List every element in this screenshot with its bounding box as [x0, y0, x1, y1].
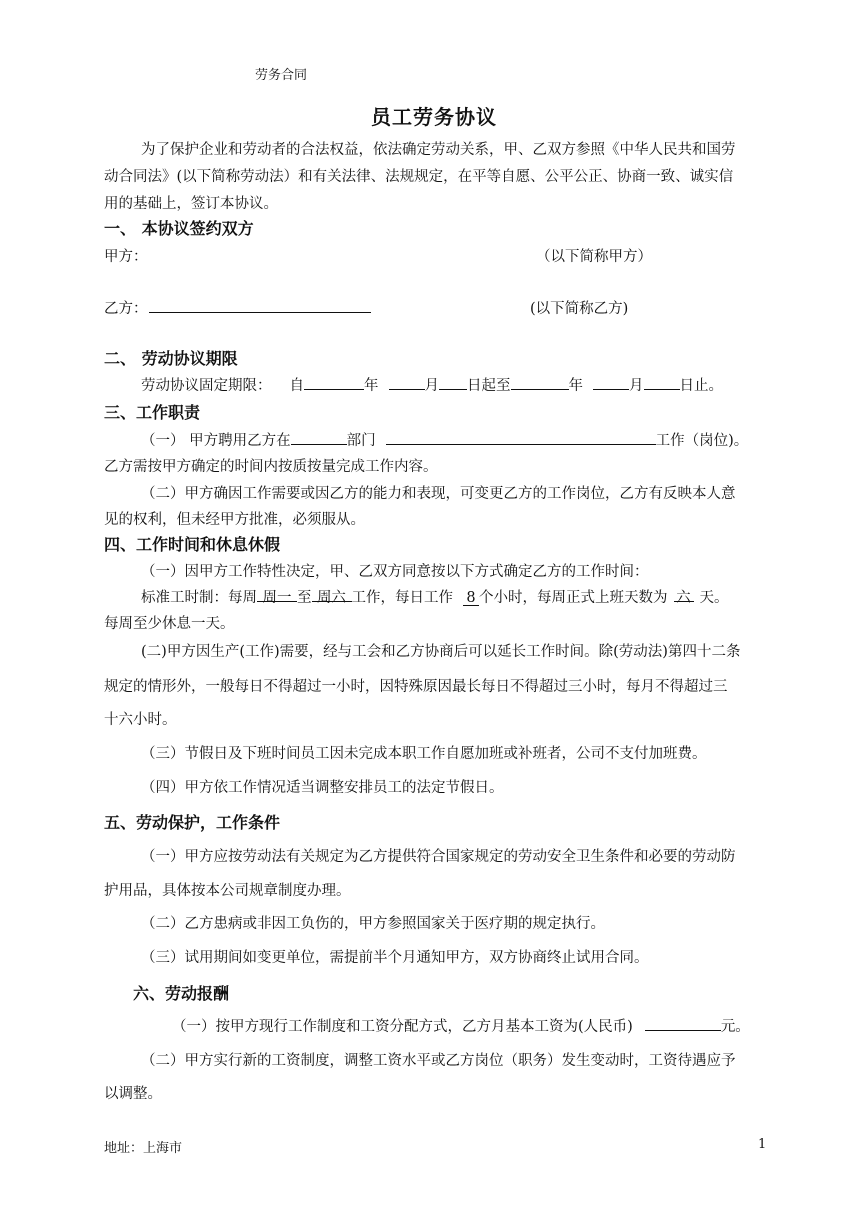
holiday-overtime: （三）节假日及下班时间员工因未完成本职工作自愿加班或补班者，公司不支付加班费。 [141, 746, 707, 762]
start-weekday[interactable]: 周一 [257, 586, 297, 602]
month2-label: 月 [629, 378, 644, 394]
footer-address: 地址：上海市 [104, 1141, 183, 1156]
party-b-note: (以下简称乙方) [530, 301, 629, 317]
salary-blank[interactable] [645, 1015, 721, 1031]
daily-hours[interactable]: 8 [463, 590, 479, 606]
sick-leave: （二）乙方患病或非因工负伤的，甲方参照国家关于医疗期的规定执行。 [141, 916, 605, 932]
salary-text: （一）按甲方现行工作制度和工资分配方式，乙方月基本工资为(人民币) [172, 1019, 633, 1035]
day-from-label: 日起至 [467, 378, 511, 394]
standard-hours-line [141, 586, 729, 607]
fixed-term-label: 劳动协议固定期限： [141, 378, 272, 394]
weekly-days-label: 个小时，每周正式上班天数为 [479, 590, 668, 606]
to-label: 至 [297, 590, 312, 606]
worktime-p1: （一）因甲方工作特性决定，甲、乙双方同意按以下方式确定乙方的工作时间： [141, 564, 649, 580]
party-b-blank[interactable] [149, 297, 371, 317]
salary-adjust-line-1: （二）甲方实行新的工资制度，调整工资水平或乙方岗位（职务）发生变动时，工资待遇应予 [141, 1053, 736, 1069]
section-4-heading: 四、工作时间和休息休假 [104, 535, 281, 554]
overtime-line-1: (二)甲方因生产(工作)需要，经与工会和乙方协商后可以延长工作时间。除(劳动法)第四十二条 [141, 644, 741, 660]
intro-line-2: 动合同法》(以下简称劳动法）和有关法律、法规规定，在平等自愿、公平公正、协商一致、诚实信 [104, 169, 734, 185]
end-day-blank[interactable] [644, 374, 680, 390]
day-end-label: 日止。 [679, 378, 723, 394]
employ-text: （一） 甲方聘用乙方在 [141, 433, 291, 449]
salary-unit: 元。 [720, 1019, 750, 1035]
year-label: 年 [364, 378, 379, 394]
section-3-heading: 三、工作职责 [104, 403, 201, 422]
party-a-note: （以下简称甲方） [536, 249, 652, 265]
start-year-blank[interactable] [304, 374, 364, 390]
duty-p2-line-2: 见的权利，但未经甲方批准，必须服从。 [104, 512, 365, 528]
protection-line-1: （一）甲方应按劳动法有关规定为乙方提供符合国家规定的劳动安全卫生条件和必要的劳动防 [141, 849, 736, 865]
intro-line-3: 用的基础上，签订本协议。 [104, 196, 278, 212]
weekly-days[interactable]: 六 [674, 586, 694, 602]
end-month-blank[interactable] [593, 374, 629, 390]
page-number: 1 [758, 1137, 767, 1152]
days-unit: 天。 [699, 590, 729, 606]
probation-change: （三）试用期间如变更单位，需提前半个月通知甲方，双方协商终止试用合同。 [141, 950, 649, 966]
daily-label: 工作，每日工作 [351, 590, 453, 606]
end-weekday[interactable]: 周六 [312, 586, 352, 602]
std-label: 标准工时制：每周 [141, 590, 257, 606]
overtime-line-3: 十六小时。 [104, 712, 177, 728]
start-month-blank[interactable] [389, 374, 425, 390]
protection-line-2: 护用品，具体按本公司规章制度办理。 [104, 883, 351, 899]
overtime-line-2: 规定的情形外，一般每日不得超过一小时，因特殊原因最长每日不得超过三小时，每月不得超过三 [104, 679, 728, 695]
start-day-blank[interactable] [439, 374, 467, 390]
duty-line-2: 乙方需按甲方确定的时间内按质按量完成工作内容。 [104, 459, 438, 475]
section-1-heading: 一、 本协议签约双方 [104, 219, 254, 238]
section-2-heading: 二、 劳动协议期限 [104, 349, 238, 368]
position-label: 工作（岗位)。 [655, 433, 749, 449]
party-b-label: 乙方： [104, 301, 148, 317]
contract-term-line [141, 374, 723, 395]
holiday-adjust: （四）甲方依工作情况适当调整安排员工的法定节假日。 [141, 780, 504, 796]
year2-label: 年 [568, 378, 583, 394]
party-a-label: 甲方： [104, 249, 148, 265]
running-header: 劳务合同 [255, 68, 308, 83]
month-label: 月 [424, 378, 439, 394]
salary-adjust-line-2: 以调整。 [104, 1086, 162, 1102]
salary-line [172, 1015, 750, 1036]
duty-p2-line-1: （二）甲方确因工作需要或因乙方的能力和表现，可变更乙方的工作岗位，乙方有反映本人意 [141, 486, 736, 502]
end-year-blank[interactable] [511, 374, 569, 390]
position-blank[interactable] [386, 429, 656, 445]
document-title: 员工劳务协议 [371, 105, 497, 129]
rest-day-line: 每周至少休息一天。 [104, 616, 235, 632]
intro-line-1: 为了保护企业和劳动者的合法权益，依法确定劳动关系，甲、乙双方参照《中华人民共和国劳 [141, 142, 736, 158]
duty-line-1 [141, 429, 748, 450]
department-blank[interactable] [291, 429, 347, 445]
from-label: 自 [289, 378, 304, 394]
section-5-heading: 五、劳动保护，工作条件 [104, 813, 281, 832]
department-label: 部门 [346, 433, 376, 449]
section-6-heading: 六、劳动报酬 [133, 984, 230, 1003]
